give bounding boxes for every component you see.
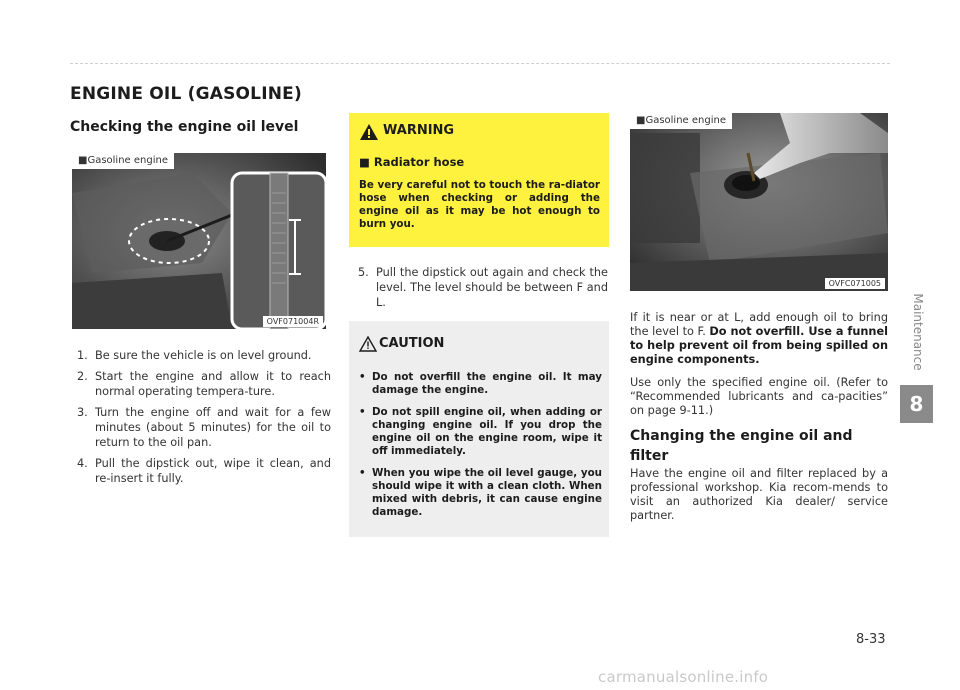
step-text: Turn the engine off and wait for a few minutes (about 5 minutes) for the oil to return to the oil pan. — [95, 406, 331, 449]
specified-oil-paragraph: Use only the specified engine oil. (Refer to “Recommended lubricants and ca-pacities” on page 9-11.) — [630, 376, 888, 417]
warning-text: Be very careful not to touch the ra-diator hose when checking or adding the engine oil as it may be hot enough to burn you. — [359, 179, 600, 230]
oil-filling-illustration — [630, 113, 888, 291]
changing-oil-paragraph: Have the engine oil and filter replaced by a professional workshop. Kia recom-mends to visit an authorized Kia dealer/ service partner. — [630, 467, 888, 522]
caution-box — [349, 321, 609, 537]
step-number: 4. — [77, 457, 88, 470]
step-text: Be sure the vehicle is on level ground. — [95, 349, 312, 362]
step-item — [358, 265, 608, 310]
step-text: Pull the dipstick out again and check the level. The level should be between F and L. — [376, 266, 608, 309]
engine-photo-oil-fill — [630, 113, 888, 291]
step-item — [77, 456, 331, 486]
section-title: ENGINE OIL (GASOLINE) — [70, 84, 302, 104]
oil-level-bold-text: Do not overfill. Use a funnel to help prevent oil from being spilled on engine components. — [630, 325, 888, 366]
photo-code: OVF071004R — [263, 316, 323, 327]
heading-changing-oil: Changing the engine oil and filter — [630, 428, 853, 464]
caution-list — [359, 371, 602, 528]
oil-level-text: If it is near or at L, add enough oil to bring the level to F. — [630, 311, 888, 338]
photo-label: ■Gasoline engine — [72, 153, 174, 169]
step-number: 2. — [77, 370, 88, 383]
caution-item — [359, 406, 602, 458]
step-item — [77, 369, 331, 399]
warning-subtitle: ■ Radiator hose — [359, 155, 465, 169]
step-item — [77, 348, 331, 363]
watermark: carmanualsonline.info — [598, 668, 769, 686]
caution-title: CAUTION — [379, 336, 445, 351]
bullet-icon: • — [359, 467, 366, 479]
bullet-icon: • — [359, 406, 366, 418]
step-number: 3. — [77, 406, 88, 419]
engine-photo-dipstick — [72, 153, 326, 329]
bullet-icon: • — [359, 371, 366, 383]
page-number: 8-33 — [856, 632, 886, 647]
photo-code: OVFC071005 — [825, 278, 885, 289]
warning-title: WARNING — [383, 123, 455, 138]
caution-text: When you wipe the oil level gauge, you should wipe it with a clean cloth. When mixed with debris, it can cause engine damage. — [372, 467, 602, 518]
subtitle-checking-oil: Checking the engine oil level — [70, 119, 299, 135]
caution-text: Do not overfill the engine oil. It may damage the engine. — [372, 371, 602, 396]
step-text: Start the engine and allow it to reach normal operating tempera-ture. — [95, 370, 331, 398]
caution-item — [359, 467, 602, 519]
step-number: 1. — [77, 349, 88, 362]
engine-dipstick-illustration — [72, 153, 326, 329]
step5-list — [358, 265, 608, 316]
caution-triangle-icon — [359, 336, 377, 352]
chapter-label — [908, 285, 926, 385]
step-text: Pull the dipstick out, wipe it clean, and re-insert it fully. — [95, 457, 331, 485]
warning-triangle-icon — [359, 123, 379, 141]
caution-text: Do not spill engine oil, when adding or changing engine oil. If you drop the engine oil on the engine room, wipe it off immediately. — [372, 406, 602, 457]
caution-item — [359, 371, 602, 397]
warning-box — [349, 113, 609, 247]
top-rule — [70, 63, 890, 64]
step-number: 5. — [358, 266, 369, 279]
steps-list — [77, 348, 331, 492]
chapter-label-text: Maintenance — [911, 293, 925, 371]
chapter-number-tab: 8 — [900, 385, 933, 423]
oil-level-paragraph — [630, 311, 888, 367]
step-item — [77, 405, 331, 450]
photo-label: ■Gasoline engine — [630, 113, 732, 129]
